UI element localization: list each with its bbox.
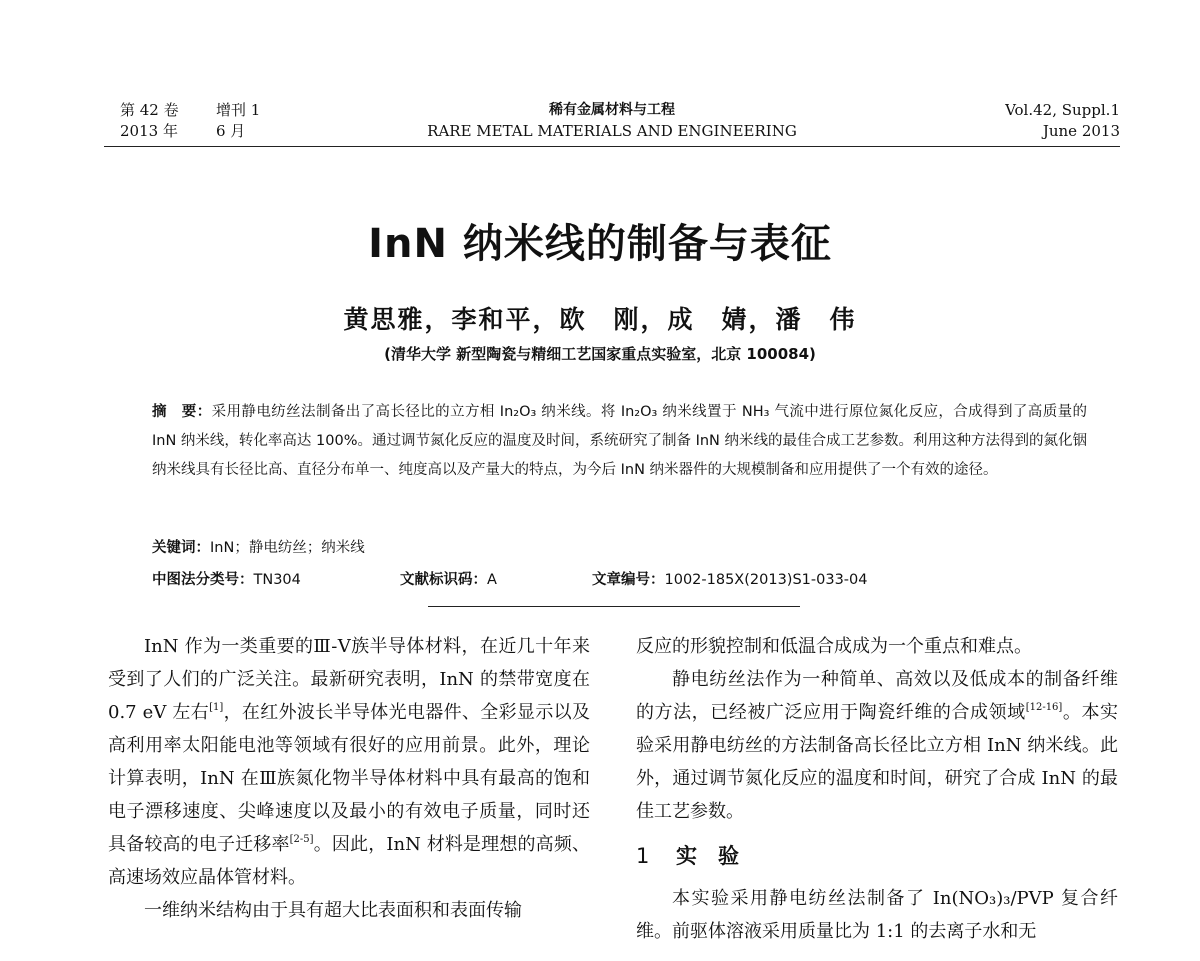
paragraph: 反应的形貌控制和低温合成成为一个重点和难点。	[636, 636, 1032, 657]
journal-header	[104, 100, 1120, 147]
body-column-right	[636, 630, 1118, 948]
paragraph: 本实验采用静电纺丝法制备了 In(NO₃)₃/PVP 复合纤维。前驱体溶液采用质量比为 1:1 的去离子水和无	[636, 888, 1118, 942]
text-run: InN 作为一类重要的Ⅲ-Ⅴ族半导体材料，在近几十年来受到了人们的广泛关注。最新研究表明，InN 的禁带宽度在 0.7 eV 左右	[108, 636, 590, 723]
citation: [2-5]	[289, 834, 314, 845]
clc-label: 中图法分类号：	[152, 572, 254, 588]
clc-value: TN304	[253, 572, 301, 588]
doc-label: 文献标识码：	[400, 572, 487, 588]
citation: [12-16]	[1025, 702, 1063, 713]
paper-affiliation: (清华大学 新型陶瓷与精细工艺国家重点实验室，北京 100084)	[384, 345, 816, 363]
header-year: 2013 年	[120, 122, 178, 140]
classification-line	[152, 568, 1087, 589]
header-vol-en: Vol.42, Suppl.1	[1005, 101, 1120, 119]
paragraph	[636, 663, 1118, 828]
article-value: 1002-185X(2013)S1-033-04	[664, 572, 868, 588]
body-column-left	[108, 630, 590, 927]
article-number	[592, 568, 867, 589]
journal-name-cn: 稀有金属材料与工程	[549, 102, 675, 118]
section-heading	[636, 841, 1118, 871]
citation: [1]	[209, 702, 224, 713]
keywords-label: 关键词：	[152, 540, 210, 556]
header-issue: 增刊 1	[216, 101, 261, 119]
abstract-label: 摘 要：	[152, 404, 212, 420]
section-title: 实 验	[676, 844, 739, 868]
separator-line	[428, 606, 800, 607]
doc-value: A	[487, 572, 497, 588]
keywords	[152, 536, 1087, 557]
text-run: ，在红外波长半导体光电器件、全彩显示以及高利用率太阳能电池等领域有很好的应用前景。此外，理论计算表明，InN 在Ⅲ族氮化物半导体材料中具有最高的饱和电子漂移速度、尖峰速度以及最小的有效电子质量，同时还具备较高的电子迁移率	[108, 702, 590, 855]
article-label: 文章编号：	[592, 572, 665, 588]
paper-title: InN 纳米线的制备与表征	[368, 221, 832, 267]
abstract	[152, 398, 1087, 485]
doc-code	[400, 568, 592, 589]
paragraph: 一维纳米结构由于具有超大比表面积和表面传输	[144, 900, 522, 921]
paragraph	[108, 630, 590, 894]
keywords-text: InN；静电纺丝；纳米线	[210, 540, 365, 556]
header-date-en: June 2013	[1042, 122, 1120, 140]
header-journal-name	[104, 100, 1120, 142]
text-run: 。本实验采用静电纺丝的方法制备高长径比立方相 InN 纳米线。此外，通过调节氮化反应的温度和时间，研究了合成 InN 的最佳工艺参数。	[636, 702, 1118, 822]
journal-name-en: RARE METAL MATERIALS AND ENGINEERING	[427, 122, 797, 140]
header-volume: 第 42 卷	[120, 101, 179, 119]
text-run: 。因此，InN 材料是理想的高频、高速场效应晶体管材料。	[108, 834, 590, 888]
text-run: 静电纺丝法作为一种简单、高效以及低成本的制备纤维的方法，已经被广泛应用于陶瓷纤维的合成领域	[636, 669, 1118, 723]
header-volume-en	[1005, 100, 1120, 142]
section-number: 1	[636, 844, 650, 868]
paper-authors: 黄思雅，李和平，欧 刚，成 婧，潘 伟	[343, 305, 857, 334]
abstract-text: 采用静电纺丝法制备出了高长径比的立方相 In₂O₃ 纳米线。将 In₂O₃ 纳米线置于 NH₃ 气流中进行原位氮化反应，合成得到了高质量的 InN 纳米线，转化率高达 100%。通过调节氮化反应的温度及时间，系统研究了制备 InN 纳米线的最佳合成工艺参数。利用这种方法得到的氮化铟纳米线具有长径比高、直径分布单一、纯度高以及产量大的特点，为今后 InN 纳米器件的大规模制备和应用提供了一个有效的途径。	[152, 404, 1088, 478]
header-month: 6 月	[216, 122, 246, 140]
clc-code	[152, 568, 400, 589]
